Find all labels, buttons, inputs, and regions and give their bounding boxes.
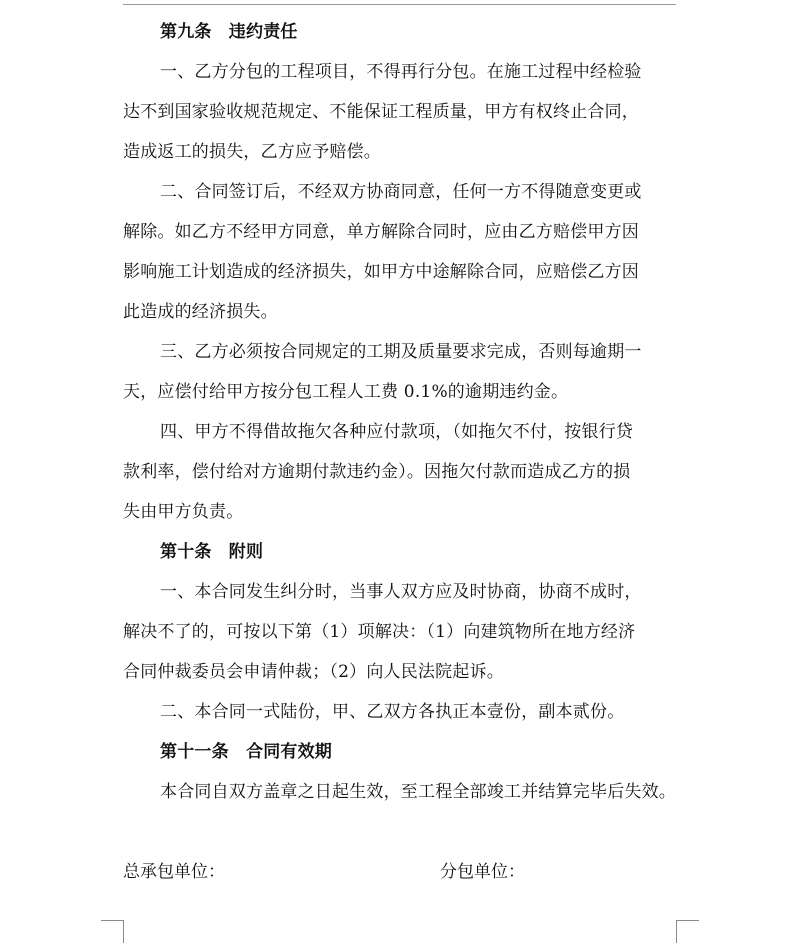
article-11-para-1-line-1: 本合同自双方盖章之日起生效，至工程全部竣工并结算完毕后失效。 [160,782,676,802]
article-9-para-4-line-2: 款利率，偿付给对方逾期付款违约金）。因拖欠付款而造成乙方的损 [123,462,631,482]
article-9-para-1-line-3: 造成返工的损失，乙方应予赔偿。 [123,142,381,162]
contractor-signature-label: 总承包单位： [123,862,225,882]
article-10-para-1-line-2: 解决不了的，可按以下第（1）项解决：（1）向建筑物所在地方经济 [123,622,636,642]
article-9-para-4-line-1: 四、甲方不得借故拖欠各种应付款项，（如拖欠不付，按银行贷 [160,422,634,442]
page-corner-mark-right [676,920,699,943]
page-corner-mark-left [101,920,124,943]
article-9-para-2-line-3: 影响施工计划造成的经济损失，如甲方中途解除合同，应赔偿乙方因 [123,262,639,282]
article-9-para-3-line-1: 三、乙方必须按合同规定的工期及质量要求完成，否则每逾期一 [160,342,642,362]
article-9-para-2-line-2: 解除。如乙方不经甲方同意，单方解除合同时，应由乙方赔偿甲方因 [123,222,639,242]
article-9-para-2-line-1: 二、合同签订后，不经双方协商同意，任何一方不得随意变更或 [160,182,642,202]
article-11-heading: 第十一条 合同有效期 [160,742,332,762]
article-9-para-2-line-4: 此造成的经济损失。 [123,302,278,322]
article-9-para-1-line-1: 一、乙方分包的工程项目，不得再行分包。在施工过程中经检验 [160,62,642,82]
article-9-para-4-line-3: 失由甲方负责。 [123,502,244,522]
header-rule [123,4,676,5]
subcontractor-signature-label: 分包单位： [440,862,525,882]
article-9-heading: 第九条 违约责任 [160,22,298,42]
article-10-para-2-line-1: 二、本合同一式陆份，甲、乙双方各执正本壹份，副本贰份。 [160,702,625,722]
article-9-para-3-line-2: 天，应偿付给甲方按分包工程人工费 0.1%的逾期违约金。 [123,382,569,402]
article-10-heading: 第十条 附则 [160,542,264,562]
article-10-para-1-line-1: 一、本合同发生纠分时，当事人双方应及时协商，协商不成时， [160,582,642,602]
article-10-para-1-line-3: 合同仲裁委员会申请仲裁；（2）向人民法院起诉。 [123,662,504,682]
article-9-para-1-line-2: 达不到国家验收规范规定、不能保证工程质量，甲方有权终止合同， [123,102,639,122]
